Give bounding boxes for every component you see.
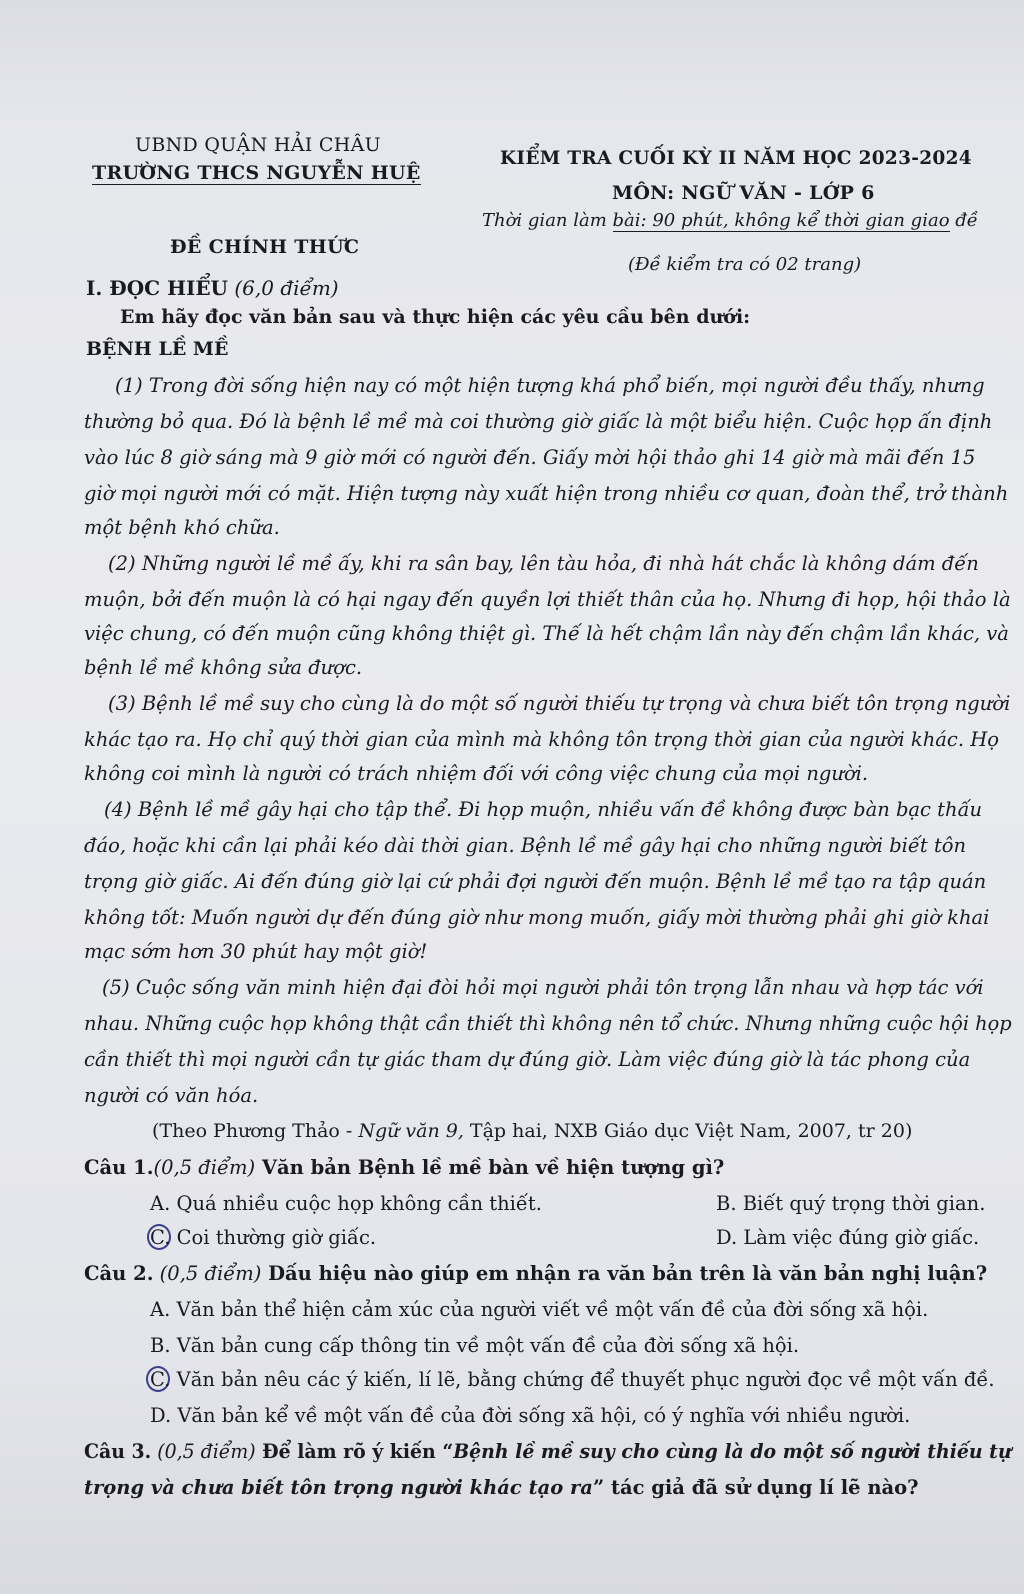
passage-line: (5) Cuộc sống văn minh hiện đại đòi hỏi mọi người phải tôn trọng lẫn nhau và hợp tác với — [102, 976, 984, 999]
question-1 — [84, 1156, 724, 1179]
section-reading-title — [86, 276, 339, 300]
question-1-label: Câu 1. — [84, 1156, 154, 1179]
exam-time-suffix: đề — [949, 210, 978, 231]
passage-line: thường bỏ qua. Đó là bệnh lề mề mà coi thường giờ giấc là một biểu hiện. Cuộc họp ấn định — [84, 410, 993, 433]
passage-line: vào lúc 8 giờ sáng mà 9 giờ mới có người đến. Giấy mời hội thảo ghi 14 giờ mà mãi đến 15 — [84, 446, 976, 469]
passage-line: một bệnh khó chữa. — [84, 516, 280, 539]
passage-line: nhau. Những cuộc họp không thật cần thiết thì không nên tổ chức. Nhưng những cuộc hội họp — [84, 1012, 1012, 1035]
question-2 — [84, 1262, 987, 1285]
question-2-text: Dấu hiệu nào giúp em nhận ra văn bản trên là văn bản nghị luận? — [261, 1262, 988, 1285]
question-3 — [84, 1440, 1012, 1463]
question-3-text-a: Để làm rõ ý kiến “ — [255, 1440, 454, 1463]
exam-time-underlined: bài: 90 phút, không kể thời gian giao — [612, 210, 950, 231]
passage-line: (4) Bệnh lề mề gây hại cho tập thể. Đi họp muộn, nhiều vấn đề không được bàn bạc thấu — [104, 798, 983, 821]
school-name — [92, 162, 421, 184]
passage-line: (2) Những người lề mề ấy, khi ra sân bay, lên tàu hỏa, đi nhà hát chắc là không dám đến — [108, 552, 979, 575]
passage-line: trọng giờ giấc. Ai đến đúng giờ lại cứ phải đợi người đến muộn. Bệnh lề mề tạo ra tập quán — [84, 870, 987, 893]
q2-option-c: C. Văn bản nêu các ý kiến, lí lẽ, bằng chứng để thuyết phục người đọc về một vấn đề. — [150, 1368, 995, 1391]
passage-line: mạc sớm hơn 30 phút hay một giờ! — [84, 940, 428, 963]
passage-line: cần thiết thì mọi người cần tự giác tham dự đúng giờ. Làm việc đúng giờ là tác phong của — [84, 1048, 971, 1071]
passage-title: BỆNH LỀ MỀ — [86, 338, 229, 360]
passage-line: không tốt: Muốn người dự đến đúng giờ như mong muốn, giấy mời thường phải ghi giờ khai — [84, 906, 990, 929]
question-3-line-2 — [84, 1476, 919, 1499]
school-name-text: TRƯỜNG THCS NGUYỄN HUỆ — [92, 162, 421, 184]
passage-line: muộn, bởi đến muộn là có hại ngay đến quyền lợi thiết thân của họ. Nhưng đi họp, hội thảo là — [84, 588, 1011, 611]
passage-line: không coi mình là người có trách nhiệm đối với công việc chung của mọi người. — [84, 762, 869, 785]
exam-title: KIỂM TRA CUỐI KỲ II NĂM HỌC 2023-2024 — [500, 148, 972, 169]
passage-line: người có văn hóa. — [84, 1084, 259, 1107]
q1-option-a: A. Quá nhiều cuộc họp không cần thiết. — [150, 1192, 542, 1215]
question-3-label: Câu 3. — [84, 1440, 152, 1463]
question-3-quote-2: trọng và chưa biết tôn trọng người khác tạo ra — [84, 1476, 593, 1499]
passage-source-prefix: (Theo Phương Thảo - — [152, 1120, 359, 1142]
exam-time — [482, 210, 978, 231]
question-2-label: Câu 2. — [84, 1262, 154, 1285]
q1-option-d: D. Làm việc đúng giờ giấc. — [716, 1226, 980, 1249]
q2-option-a: A. Văn bản thể hiện cảm xúc của người viết về một vấn đề của đời sống xã hội. — [150, 1298, 929, 1321]
exam-time-prefix: Thời gian làm — [482, 210, 613, 231]
passage-source — [152, 1120, 912, 1142]
question-1-text: Văn bản Bệnh lề mề bàn về hiện tượng gì? — [255, 1156, 725, 1179]
district-name: UBND QUẬN HẢI CHÂU — [135, 134, 381, 156]
question-2-points: (0,5 điểm) — [153, 1262, 262, 1285]
q2-option-d: D. Văn bản kể về một vấn đề của đời sống xã hội, có ý nghĩa với nhiều người. — [150, 1404, 911, 1427]
passage-source-suffix: Tập hai, NXB Giáo dục Việt Nam, 2007, tr 20) — [463, 1120, 913, 1142]
passage-line: giờ mọi người mới có mặt. Hiện tượng này xuất hiện trong nhiều cơ quan, đoàn thể, trở thành — [84, 482, 1009, 505]
passage-line: việc chung, có đến muộn cũng không thiệt gì. Thế là hết chậm lần này đến chậm lần khác, và — [84, 622, 1009, 645]
question-1-points: (0,5 điểm) — [153, 1156, 256, 1179]
section-reading-points: (6,0 điểm) — [228, 276, 339, 300]
q1-option-c: C. Coi thường giờ giấc. — [150, 1226, 377, 1249]
passage-line: (1) Trong đời sống hiện nay có một hiện tượng khá phổ biến, mọi người đều thấy, nhưng — [115, 374, 985, 397]
question-3-points: (0,5 điểm) — [151, 1440, 256, 1463]
passage-line: đáo, hoặc khi cần lại phải kéo dài thời gian. Bệnh lề mề gây hại cho những người biết tôn — [84, 834, 967, 857]
section-reading-title-text: I. ĐỌC HIỂU — [86, 276, 229, 300]
pages-note: (Đề kiểm tra có 02 trang) — [628, 254, 862, 275]
official-label: ĐỀ CHÍNH THỨC — [170, 236, 360, 258]
passage-line: khác tạo ra. Họ chỉ quý thời gian của mình mà không tôn trọng thời gian của người khác. Họ — [84, 728, 999, 751]
q2-option-b: B. Văn bản cung cấp thông tin về một vấn đề của đời sống xã hội. — [150, 1334, 800, 1357]
exam-subject: MÔN: NGỮ VĂN - LỚP 6 — [612, 182, 875, 204]
q1-option-b: B. Biết quý trọng thời gian. — [716, 1192, 986, 1215]
passage-source-book: Ngữ văn 9, — [358, 1120, 464, 1142]
passage-line: bệnh lề mề không sửa được. — [84, 656, 363, 679]
question-3-text-b: ” tác giả đã sử dụng lí lẽ nào? — [592, 1476, 919, 1499]
passage-line: (3) Bệnh lề mề suy cho cùng là do một số người thiếu tự trọng và chưa biết tôn trọng người — [108, 692, 1011, 715]
reading-instruction: Em hãy đọc văn bản sau và thực hiện các yêu cầu bên dưới: — [120, 306, 751, 328]
question-3-quote-1: Bệnh lề mề suy cho cùng là do một số người thiếu tự — [453, 1440, 1012, 1463]
